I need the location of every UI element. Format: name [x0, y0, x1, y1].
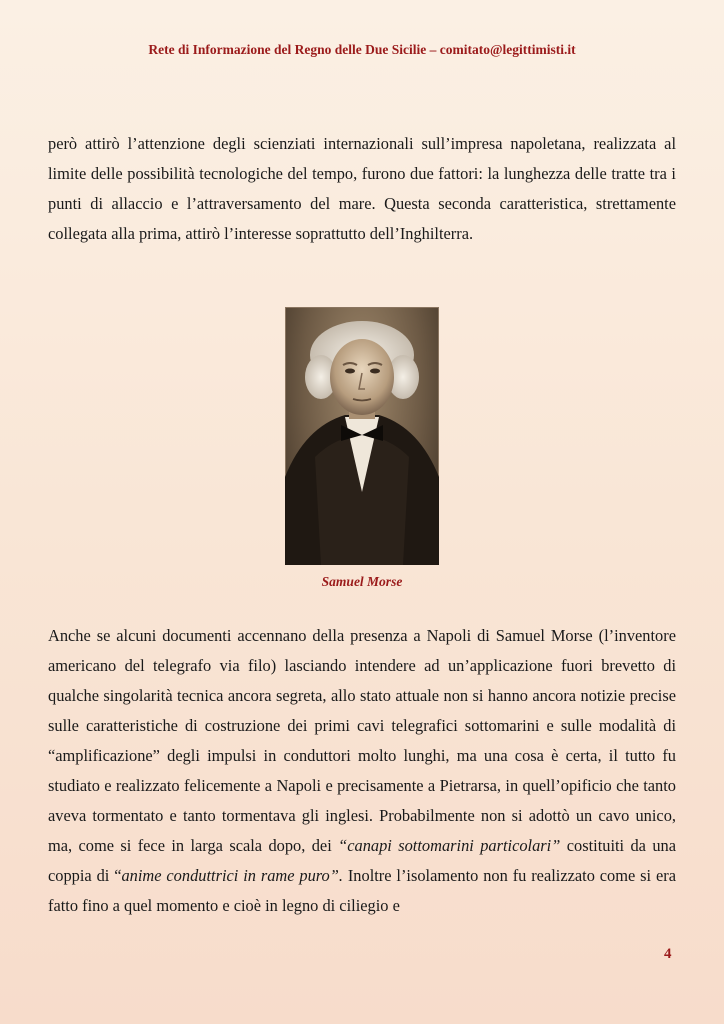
paragraph-main [48, 621, 676, 921]
figure-caption: Samuel Morse [321, 574, 403, 589]
page-number: 4 [664, 946, 672, 962]
paragraph-main-text-1: Anche se alcuni documenti accennano della presenza a Napoli di Samuel Morse (l’inventore americano del telegrafo via filo) lasciando intendere ad un’applicazione fuori brevetto di qualche singolarità tecnica ancora segreta, allo stato attuale non si hanno ancora notizie precise sulle caratteristiche di costruzione dei primi cavi telegrafici sottomarini e sulle modalità di “amplificazione” degli impulsi in conduttori molto lunghi, ma una cosa è certa, il tutto fu studiato e realizzato felicemente a Napoli e precisamente a Pietrarsa, in quell’opificio che tanto aveva tormentato e tanto tormentava gli inglesi. Probabilmente non si adottò un cavo unico, ma, come si fece in larga scala dopo, dei [48, 626, 676, 855]
paragraph-intro: però attirò l’attenzione degli scienziati internazionali sull’impresa napoletana, realizzata al limite delle possibilità tecnologiche del tempo, furono due fattori: la lunghezza delle tratte tra i punti di allaccio e l’attraversamento del mare. Questa seconda caratteristica, strettamente collegata alla prima, attirò l’interesse soprattutto dell’Inghilterra. [48, 134, 676, 243]
page-header: Rete di Informazione del Regno delle Due Sicilie – comitato@legittimisti.it [148, 42, 576, 57]
paragraph-main-text-3: Inoltre l’isolamento non fu realizzato come si era fatto fino a quel momento e cioè in legno di ciliegio e [48, 866, 676, 915]
portrait-image [285, 307, 439, 565]
paragraph-main-italic-2: anime conduttrici in rame puro”. [121, 866, 343, 885]
paragraph-main-italic-1: “canapi sottomarini particolari” [338, 836, 561, 855]
paragraph-main-text-2: costituiti da una coppia di “ [48, 836, 677, 885]
portrait-illustration [285, 307, 439, 565]
